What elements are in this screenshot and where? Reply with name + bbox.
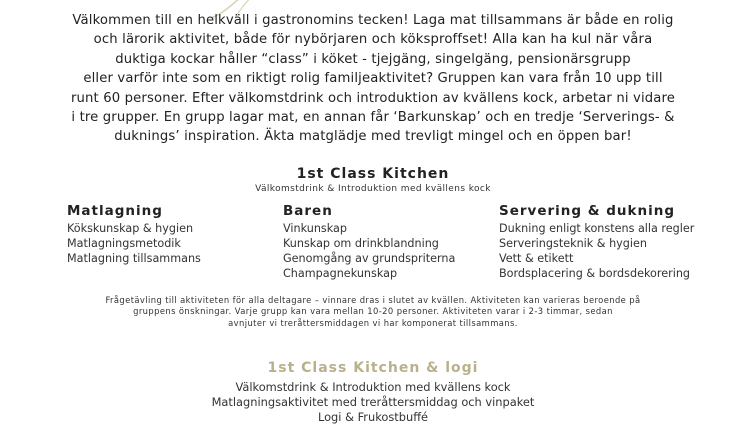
kitchen-title: 1st Class Kitchen [296,166,450,182]
note-line: avnjuter vi treråttersmiddagen vi har komponerat tillsammans. [228,317,518,328]
list-item: Serveringsteknik & hygien [499,237,647,250]
kitchen-subtitle: Välkomstdrink & Introduktion med kvällens kock [255,184,491,194]
list-item: Dukning enligt konstens alla regler [499,222,695,235]
intro-line: Välkommen till en helkväll i gastronomins tecken! Laga mat tillsammans är både en rolig [72,13,674,28]
intro-line: runt 60 personer. Efter välkomstdrink och introduktion av kvällens kock, arbetar ni vidare [70,90,676,106]
logi-list [0,380,746,425]
column-baren [283,203,455,281]
list-item: Kunskap om drinkblandning [283,237,439,250]
logi-title: 1st Class Kitchen & logi [267,360,479,376]
intro-line: eller varför inte som en riktigt rolig familjeaktivitet? Gruppen kan vara från 10 upp till [83,71,663,87]
list-item: Matlagningsmetodik [67,237,181,250]
column-heading: Matlagning [67,203,163,219]
list-item: Vett & etikett [499,252,574,265]
column-matlagning [67,203,201,266]
activity-note [0,295,746,329]
logi-item: Logi & Frukostbuffé [317,410,429,424]
intro-paragraph [0,11,746,147]
list-item: Champagnekunskap [283,267,398,280]
list-item: Bordsplacering & bordsdekorering [499,267,691,280]
intro-line: duktiga kockar håller “class” i köket - tjejgäng, singelgäng, pensionärsgrupp [115,51,631,67]
intro-line: i tre grupper. En grupp lagar mat, en annan får ‘Barkunskap’ och en tredje ‘Serverings- & [71,110,675,126]
note-line: Frågetävling till aktiviteten för alla deltagare – vinnare dras i slutet av kvällen. Aktiviteten kan varieras beroende på [105,295,641,305]
list-item: Vinkunskap [283,222,347,235]
list-item: Genomgång av grundspriterna [283,252,456,265]
column-heading: Baren [283,203,333,219]
column-heading: Servering & dukning [499,203,675,219]
list-item: Matlagning tillsammans [67,252,201,265]
intro-line: och lärorik aktivitet, både för nybörjaren och köksproffset! Alla kan ha kul när våra [93,32,653,48]
logi-item: Välkomstdrink & Introduktion med kvällens kock [235,380,511,394]
column-servering-dukning [499,203,694,281]
intro-line: duknings’ inspiration. Äkta matglädje med trevligt mingel och en öppen bar! [114,129,632,145]
list-item: Kökskunskap & hygien [67,222,194,235]
note-line: gruppens önskningar. Varje grupp kan vara mellan 10-20 personer. Aktiviteten varar i 2-3 timmar, sedan [133,306,613,317]
logi-item: Matlagningsaktivitet med treråttersmiddag och vinpaket [211,395,535,409]
